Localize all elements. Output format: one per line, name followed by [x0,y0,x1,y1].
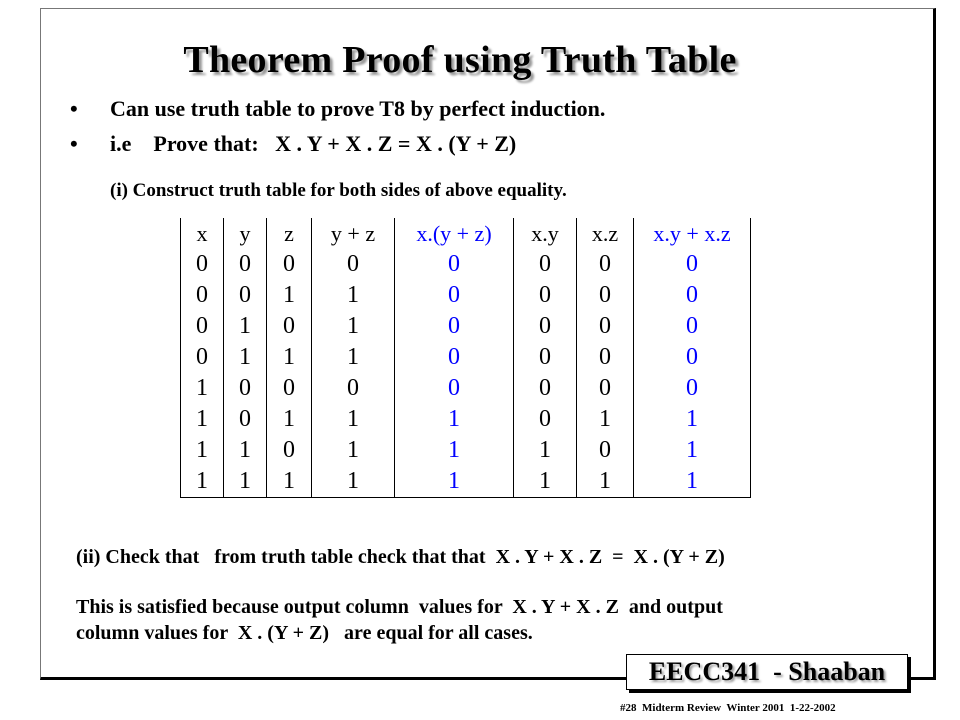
table-row [181,280,751,311]
table-cell: 1 [312,435,395,466]
title-container [0,38,920,82]
table-cell: 0 [577,311,634,342]
table-cell: 0 [224,249,267,280]
truth-table-header-row [181,218,751,249]
table-cell: 0 [395,342,514,373]
table-cell: 1 [267,404,312,435]
header-xy-plus-xz: x.y + x.z [634,218,751,249]
table-cell: 1 [634,435,751,466]
table-cell: 1 [634,404,751,435]
table-cell: 0 [312,373,395,404]
table-row [181,435,751,466]
table-cell: 1 [312,342,395,373]
header-z: z [267,218,312,249]
table-cell: 0 [577,435,634,466]
truth-table-body [181,249,751,498]
table-row [181,249,751,280]
table-cell: 1 [634,466,751,498]
header-x-times-y-plus-z: x.(y + z) [395,218,514,249]
table-cell: 1 [514,466,577,498]
table-cell: 0 [634,311,751,342]
table-cell: 1 [181,466,224,498]
header-y-plus-z: y + z [312,218,395,249]
table-cell: 0 [577,249,634,280]
table-cell: 1 [312,311,395,342]
explanation-text [76,594,723,646]
table-cell: 1 [577,466,634,498]
table-cell: 1 [181,373,224,404]
table-cell: 0 [395,311,514,342]
table-cell: 1 [312,404,395,435]
bullet-text: Can use truth table to prove T8 by perfect induction. [110,96,606,121]
table-cell: 0 [267,373,312,404]
step-one-text: (i) Construct truth table for both sides of above equality. [110,180,567,201]
table-cell: 1 [395,435,514,466]
bullet-list [70,94,605,164]
table-cell: 0 [514,311,577,342]
table-cell: 0 [577,342,634,373]
table-cell: 0 [181,311,224,342]
table-cell: 0 [634,280,751,311]
table-row [181,342,751,373]
table-cell: 1 [267,342,312,373]
table-cell: 1 [395,466,514,498]
slide-title: Theorem Proof using Truth Table [183,39,737,81]
table-cell: 0 [634,249,751,280]
table-cell: 0 [634,342,751,373]
header-y: y [224,218,267,249]
table-cell: 1 [267,280,312,311]
table-cell: 0 [181,280,224,311]
bullet-marker: • [70,131,78,156]
table-cell: 0 [267,435,312,466]
header-x-z: x.z [577,218,634,249]
course-badge: EECC341 - Shaaban [626,654,908,690]
table-cell: 0 [577,280,634,311]
table-cell: 1 [514,435,577,466]
table-cell: 0 [514,404,577,435]
table-row [181,466,751,498]
table-row [181,404,751,435]
table-cell: 0 [395,373,514,404]
header-x: x [181,218,224,249]
table-cell: 0 [267,311,312,342]
slide-footer: #28 Midterm Review Winter 2001 1-22-2002 [620,702,836,714]
table-cell: 0 [181,342,224,373]
bullet-item [70,129,605,164]
table-cell: 0 [224,280,267,311]
table-cell: 1 [312,466,395,498]
table-cell: 0 [634,373,751,404]
table-row [181,311,751,342]
table-cell: 1 [224,466,267,498]
table-cell: 1 [224,342,267,373]
table-cell: 1 [312,280,395,311]
table-row [181,373,751,404]
table-cell: 0 [224,404,267,435]
table-cell: 1 [181,404,224,435]
table-cell: 1 [577,404,634,435]
table-cell: 0 [514,342,577,373]
table-cell: 0 [514,280,577,311]
table-cell: 0 [514,249,577,280]
explanation-line: column values for X . (Y + Z) are equal for all cases. [76,622,533,644]
truth-table [180,218,751,498]
table-cell: 0 [312,249,395,280]
step-two-text: (ii) Check that from truth table check that that X . Y + X . Z = X . (Y + Z) [76,546,725,568]
bullet-text: i.e Prove that: X . Y + X . Z = X . (Y + Z) [110,131,517,156]
table-cell: 1 [395,404,514,435]
bullet-marker: • [70,96,78,121]
table-cell: 1 [181,435,224,466]
table-cell: 1 [267,466,312,498]
table-cell: 0 [181,249,224,280]
table-cell: 0 [577,373,634,404]
table-cell: 1 [224,311,267,342]
header-x-y: x.y [514,218,577,249]
table-cell: 0 [395,280,514,311]
table-cell: 0 [267,249,312,280]
table-cell: 0 [224,373,267,404]
table-cell: 0 [514,373,577,404]
bullet-item [70,94,605,129]
table-cell: 0 [395,249,514,280]
explanation-line: This is satisfied because output column values for X . Y + X . Z and output [76,596,723,618]
table-cell: 1 [224,435,267,466]
